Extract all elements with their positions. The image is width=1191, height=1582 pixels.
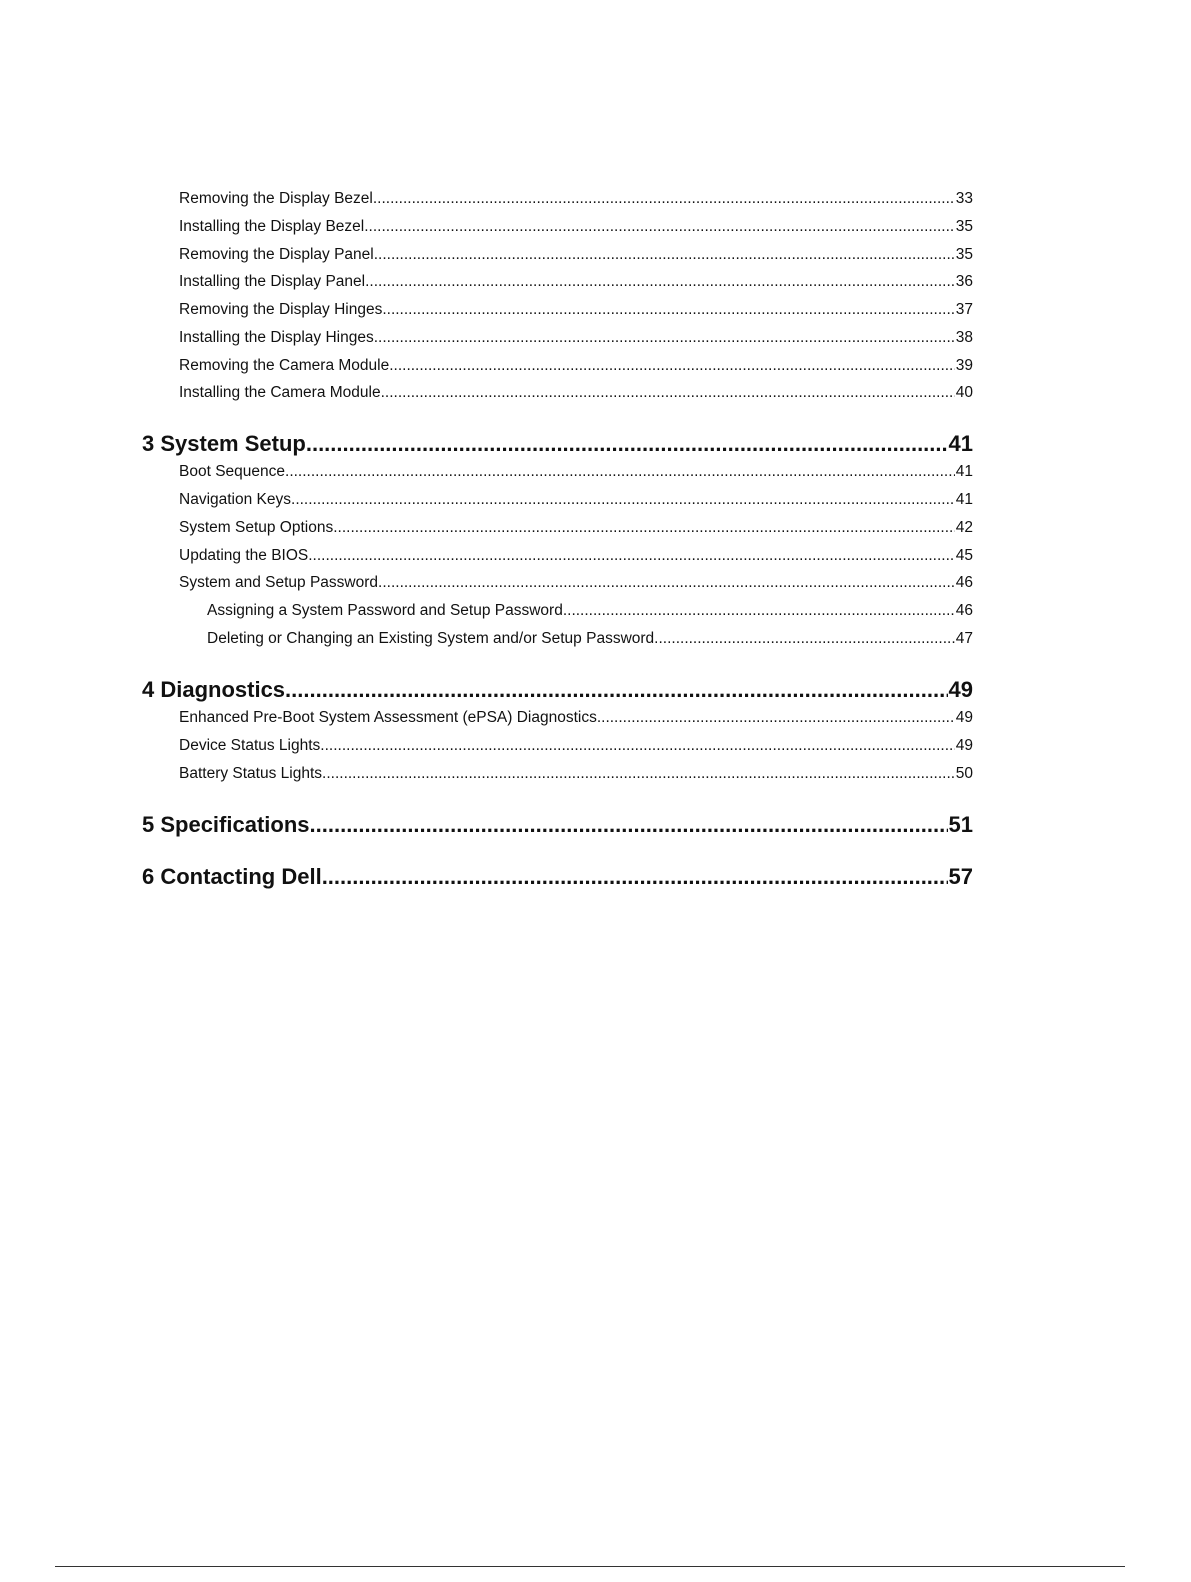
toc-entry-title: Battery Status Lights <box>179 765 323 782</box>
toc-entry-installing-display-bezel[interactable] <box>179 216 973 238</box>
toc-entry-boot-sequence[interactable] <box>179 461 973 483</box>
toc-entry-removing-display-bezel[interactable] <box>179 188 973 210</box>
toc-entry-installing-camera-module[interactable] <box>179 382 973 404</box>
toc-entry-page: 35 <box>955 246 973 263</box>
toc-entry-page: 33 <box>955 190 973 207</box>
toc-chapter-contacting-dell[interactable] <box>142 862 973 892</box>
toc-leader-dots <box>597 707 955 729</box>
toc-entry-title: Device Status Lights <box>179 737 321 754</box>
toc-leader-dots <box>654 628 955 650</box>
toc-entry-title: Assigning a System Password and Setup Password <box>207 602 563 619</box>
toc-entry-removing-display-panel[interactable] <box>179 244 973 266</box>
toc-entry-page: 35 <box>955 218 973 235</box>
toc-entry-epsa-diagnostics[interactable] <box>179 707 973 729</box>
toc-entry-title: Removing the Display Bezel <box>179 190 373 207</box>
toc-chapter-page: 41 <box>948 431 973 456</box>
toc-leader-dots <box>563 600 955 622</box>
toc-entry-removing-display-hinges[interactable] <box>179 299 973 321</box>
toc-entry-system-setup-password[interactable] <box>179 572 973 594</box>
toc-chapter-specifications[interactable] <box>142 810 973 840</box>
toc-leader-dots <box>378 572 955 594</box>
toc-leader-dots <box>374 244 955 266</box>
toc-chapter-title: 3 System Setup <box>142 431 306 456</box>
toc-entry-title: Removing the Camera Module <box>179 357 390 374</box>
toc-entry-installing-display-hinges[interactable] <box>179 327 973 349</box>
toc-entry-system-setup-options[interactable] <box>179 517 973 539</box>
toc-leader-dots <box>365 271 955 293</box>
toc-entry-page: 50 <box>955 765 973 782</box>
toc-chapter-title: 4 Diagnostics <box>142 677 286 702</box>
toc-entry-removing-camera-module[interactable] <box>179 355 973 377</box>
toc-leader-dots <box>382 299 954 321</box>
toc-entry-title: Installing the Display Hinges <box>179 329 374 346</box>
toc-entry-device-status-lights[interactable] <box>179 735 973 757</box>
toc-entry-deleting-changing-password[interactable] <box>207 628 973 650</box>
toc-leader-dots <box>320 735 954 757</box>
toc-chapter-system-setup[interactable] <box>142 429 973 459</box>
toc-chapter-page: 51 <box>948 812 973 837</box>
toc-chapter-title: 5 Specifications <box>142 812 310 837</box>
toc-chapter-diagnostics[interactable] <box>142 675 973 705</box>
toc-entry-updating-bios[interactable] <box>179 545 973 567</box>
toc-leader-dots <box>381 382 955 404</box>
footer-divider <box>55 1566 1125 1567</box>
toc-entry-page: 49 <box>955 737 973 754</box>
toc-leader-dots <box>333 517 955 539</box>
toc-entry-page: 45 <box>955 547 973 564</box>
toc-leader-dots <box>322 862 948 892</box>
toc-entry-title: System and Setup Password <box>179 574 379 591</box>
toc-chapter-page: 57 <box>948 864 973 889</box>
toc-entry-page: 47 <box>955 630 973 647</box>
toc-entry-page: 41 <box>955 463 973 480</box>
toc-entry-title: System Setup Options <box>179 519 334 536</box>
toc-chapter-page: 49 <box>948 677 973 702</box>
toc-entry-title: Enhanced Pre-Boot System Assessment (ePSA) Diagnostics <box>179 709 597 726</box>
toc-leader-dots <box>310 810 948 840</box>
toc-entry-title: Deleting or Changing an Existing System and/or Setup Password <box>207 630 655 647</box>
toc-entry-page: 37 <box>955 301 973 318</box>
toc-entry-title: Boot Sequence <box>179 463 286 480</box>
toc-entry-title: Updating the BIOS <box>179 547 309 564</box>
toc-entry-page: 39 <box>955 357 973 374</box>
toc-leader-dots <box>364 216 955 238</box>
toc-leader-dots <box>373 188 955 210</box>
toc-entry-page: 46 <box>955 574 973 591</box>
toc-leader-dots <box>322 763 955 785</box>
toc-entry-installing-display-panel[interactable] <box>179 271 973 293</box>
toc-entry-title: Installing the Display Panel <box>179 273 366 290</box>
toc-entry-page: 46 <box>955 602 973 619</box>
toc-leader-dots <box>374 327 955 349</box>
toc-entry-title: Installing the Display Bezel <box>179 218 365 235</box>
toc-entry-page: 42 <box>955 519 973 536</box>
toc-leader-dots <box>306 429 948 459</box>
toc-entry-page: 41 <box>955 491 973 508</box>
toc-leader-dots <box>285 461 955 483</box>
toc-entry-page: 49 <box>955 709 973 726</box>
toc-entry-page: 40 <box>955 384 973 401</box>
toc-entry-assigning-password[interactable] <box>207 600 973 622</box>
toc-leader-dots <box>285 675 947 705</box>
toc-entry-page: 36 <box>955 273 973 290</box>
toc-leader-dots <box>389 355 955 377</box>
toc-leader-dots <box>308 545 955 567</box>
toc-chapter-title: 6 Contacting Dell <box>142 864 322 889</box>
toc-entry-title: Removing the Display Panel <box>179 246 374 263</box>
toc-entry-title: Navigation Keys <box>179 491 292 508</box>
toc-entry-title: Removing the Display Hinges <box>179 301 383 318</box>
toc-entry-title: Installing the Camera Module <box>179 384 381 401</box>
toc-leader-dots <box>291 489 955 511</box>
toc-entry-page: 38 <box>955 329 973 346</box>
toc-entry-navigation-keys[interactable] <box>179 489 973 511</box>
toc-entry-battery-status-lights[interactable] <box>179 763 973 785</box>
